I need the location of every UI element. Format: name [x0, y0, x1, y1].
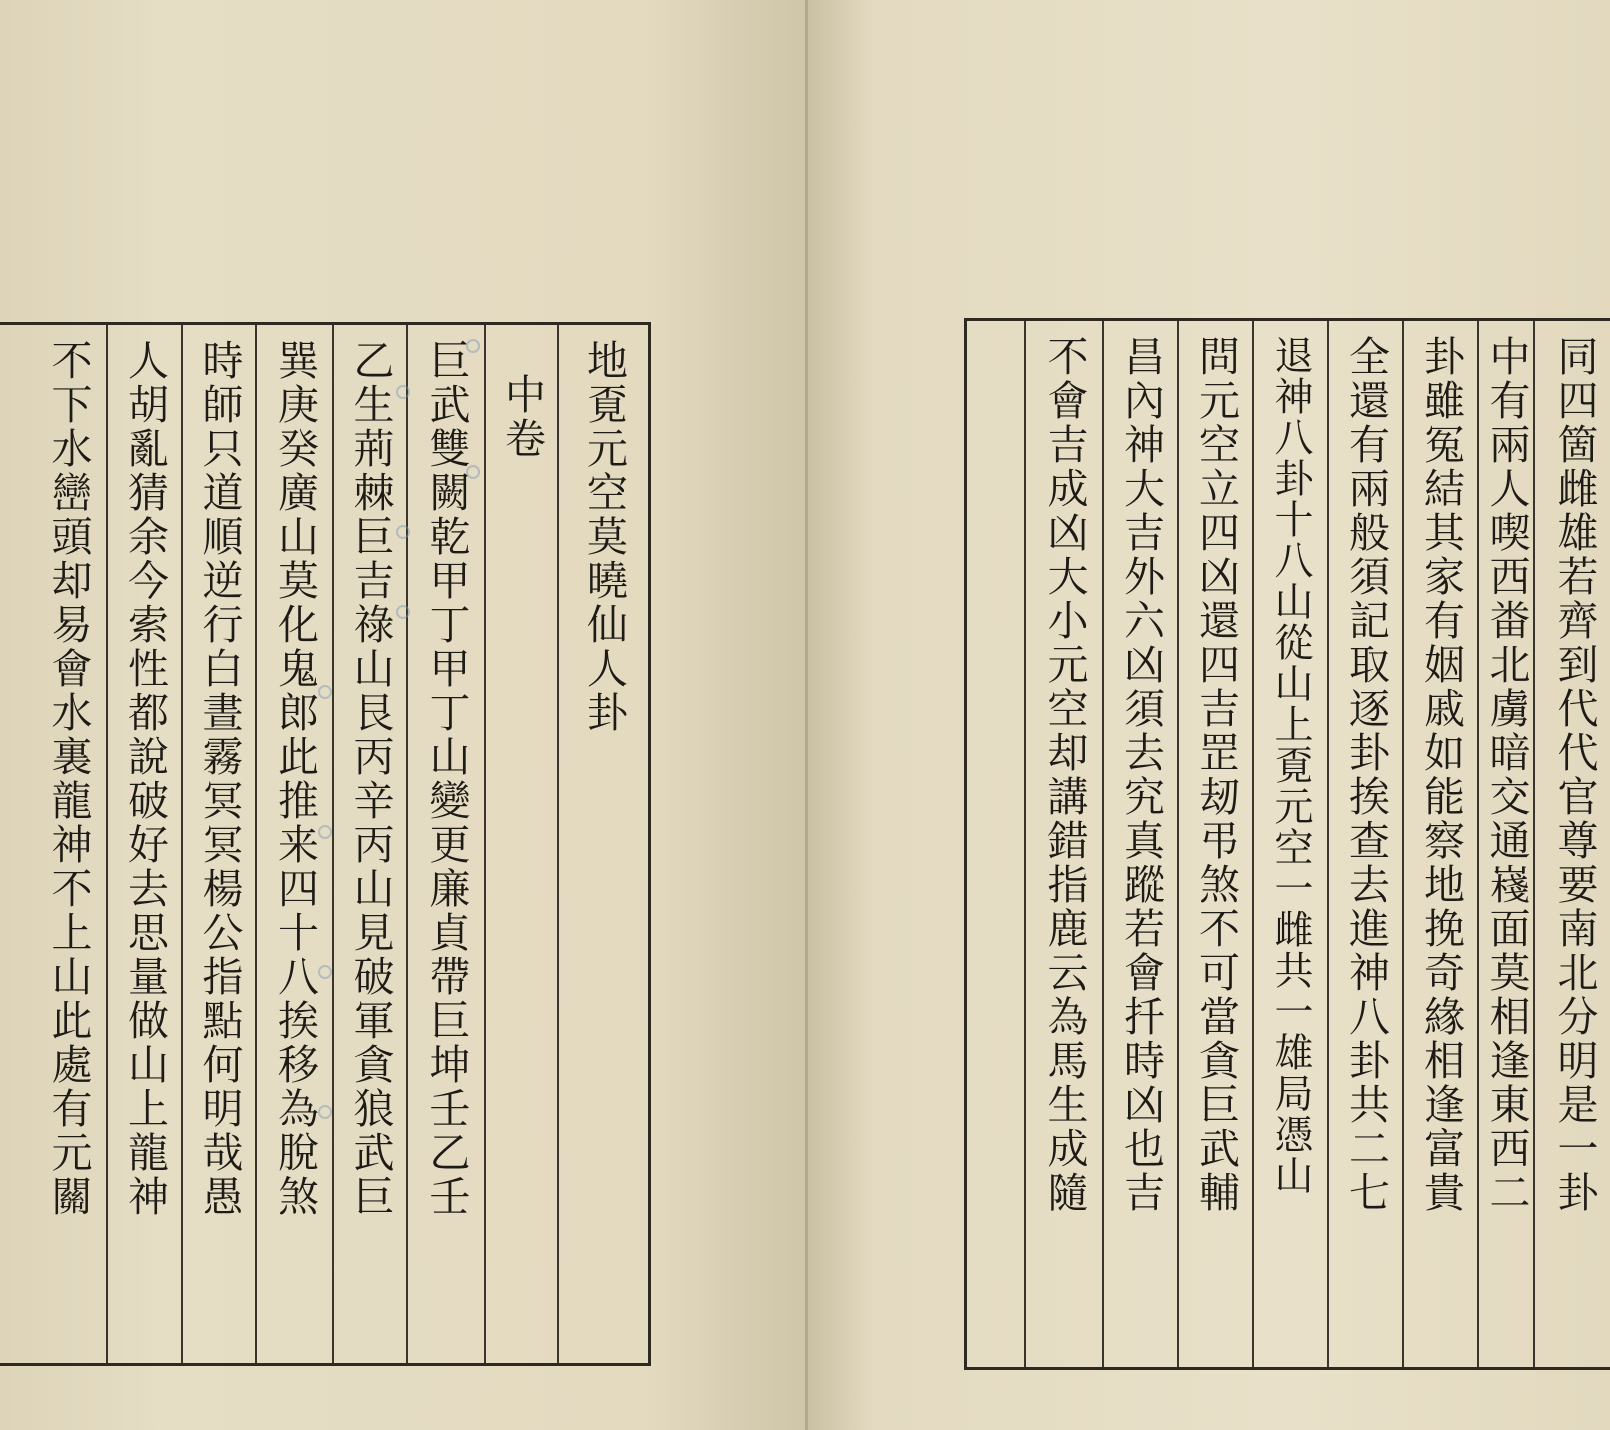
column-text: 不會吉成凶大小元空却講錯指鹿云為馬生成隨	[1040, 335, 1089, 1215]
bleed-mark	[318, 685, 332, 699]
column-text: 巨武雙闕乾甲丁甲丁山變更廉貞帶巨坤壬乙壬	[422, 339, 471, 1219]
text-column	[1102, 321, 1177, 1367]
column-text: 地覔元空莫曉仙人卦	[580, 339, 628, 735]
text-column	[557, 325, 648, 1363]
column-text: 卦雖冤結其家有姻戚如能察地挽奇緣相逢富貴	[1417, 335, 1465, 1215]
column-text: 問元空立四凶還四吉罡刼弔煞不可當貪巨武輔	[1192, 335, 1240, 1215]
column-text: 退神八卦十八山從山上覔元空一雌共一雄局憑山	[1268, 335, 1313, 1196]
bleed-mark	[318, 825, 332, 839]
column-text: 中有兩人喫西畨北虜暗交通嶘面莫相逢東西二	[1482, 335, 1531, 1215]
left-text-frame	[0, 322, 651, 1366]
text-column	[1402, 321, 1477, 1367]
column-text: 不下水巒頭却易會水裏龍神不上山此處有元關	[44, 339, 93, 1219]
column-text: 人胡亂猜余今索性都說破好去思量做山上龍神	[121, 339, 169, 1219]
text-column	[1533, 321, 1610, 1367]
bleed-mark	[466, 465, 480, 479]
text-column	[30, 325, 106, 1363]
right-page	[808, 0, 1610, 1430]
text-column	[332, 325, 406, 1363]
right-text-frame	[964, 318, 1610, 1370]
text-column	[484, 325, 557, 1363]
text-column	[1024, 321, 1102, 1367]
bleed-mark	[318, 965, 332, 979]
bleed-mark	[396, 385, 410, 399]
bleed-mark	[396, 525, 410, 539]
section-heading: 中卷	[498, 373, 546, 461]
column-text: 巽庚癸廣山莫化鬼郎此推来四十八挨移為脫煞	[271, 339, 319, 1219]
bleed-mark	[466, 339, 480, 353]
text-column	[1327, 321, 1402, 1367]
column-text: 昌內神大吉外六凶須去究真蹤若會扦時凶也吉	[1117, 335, 1165, 1215]
column-text: 乙生荊棘巨吉祿山艮丙辛丙山見破軍貪狼武巨	[346, 339, 395, 1219]
column-text: 時師只道順逆行白晝霧冥冥楊公指點何明哉愚	[195, 339, 244, 1219]
text-column	[1252, 321, 1327, 1367]
column-text: 全還有兩般須記取逐卦挨查去進神八卦共二七	[1342, 335, 1390, 1215]
column-text: 同四箇雌雄若齊到代代官尊要南北分明是一卦	[1550, 335, 1599, 1215]
text-column	[1477, 321, 1533, 1367]
text-column	[106, 325, 181, 1363]
text-column	[406, 325, 484, 1363]
text-column	[181, 325, 255, 1363]
text-column	[255, 325, 332, 1363]
bleed-mark	[318, 1105, 332, 1119]
bleed-mark	[396, 605, 410, 619]
text-column	[1177, 321, 1252, 1367]
